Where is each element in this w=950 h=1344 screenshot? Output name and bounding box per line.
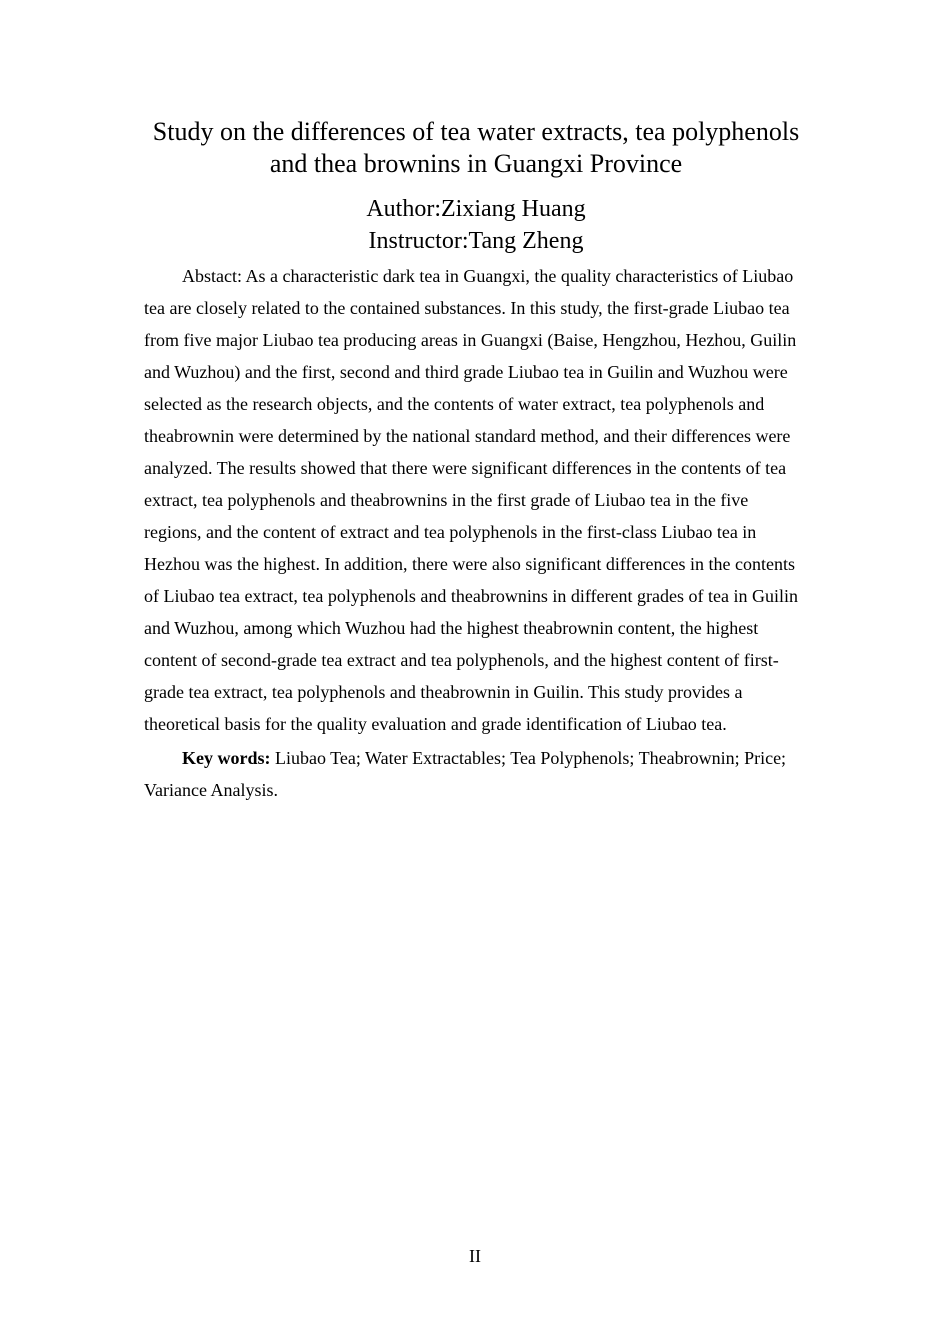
abstract-paragraph: Abstact: As a characteristic dark tea in Guangxi, the quality characteristics of Liubao tea are closely related to the contained substances. In this study, the first-grade Liubao tea from five major Liubao tea producing areas in Guangxi (Baise, Hengzhou, Hezhou, Guilin and Wuzhou) and the first, second and third grade Liubao tea in Guilin and Wuzhou were selected as the research objects, and the contents of water extract, tea polyphenols and theabrownin were determined by the national standard method, and their differences were analyzed. The results showed that there were significant differences in the contents of tea extract, tea polyphenols and theabrownins in the first grade of Liubao tea in the five regions, and the content of extract and tea polyphenols in the first-class Liubao tea in Hezhou was the highest. In addition, there were also significant differences in the contents of Liubao tea extract, tea polyphenols and theabrownins in different grades of tea in Guilin and Wuzhou, among which Wuzhou had the highest theabrownin content, the highest content of second-grade tea extract and tea polyphenols, and the highest content of first-grade tea extract, tea polyphenols and theabrownin in Guilin. This study provides a theoretical basis for the quality evaluation and grade identification of Liubao tea.: [144, 266, 798, 734]
keywords-label: Key words:: [182, 748, 271, 768]
page-number: II: [469, 1246, 481, 1266]
author-line: Author:Zixiang Huang: [366, 196, 586, 222]
paper-title: Study on the differences of tea water extracts, tea polyphenols and thea brownins in Guangxi Province: [152, 117, 800, 178]
keywords-paragraph: [144, 742, 808, 806]
instructor-line: Instructor:Tang Zheng: [368, 228, 584, 254]
keywords-text: Liubao Tea; Water Extractables; Tea Polyphenols; Theabrownin; Price; Variance Analysis.: [144, 748, 787, 800]
page-content: [144, 116, 808, 806]
